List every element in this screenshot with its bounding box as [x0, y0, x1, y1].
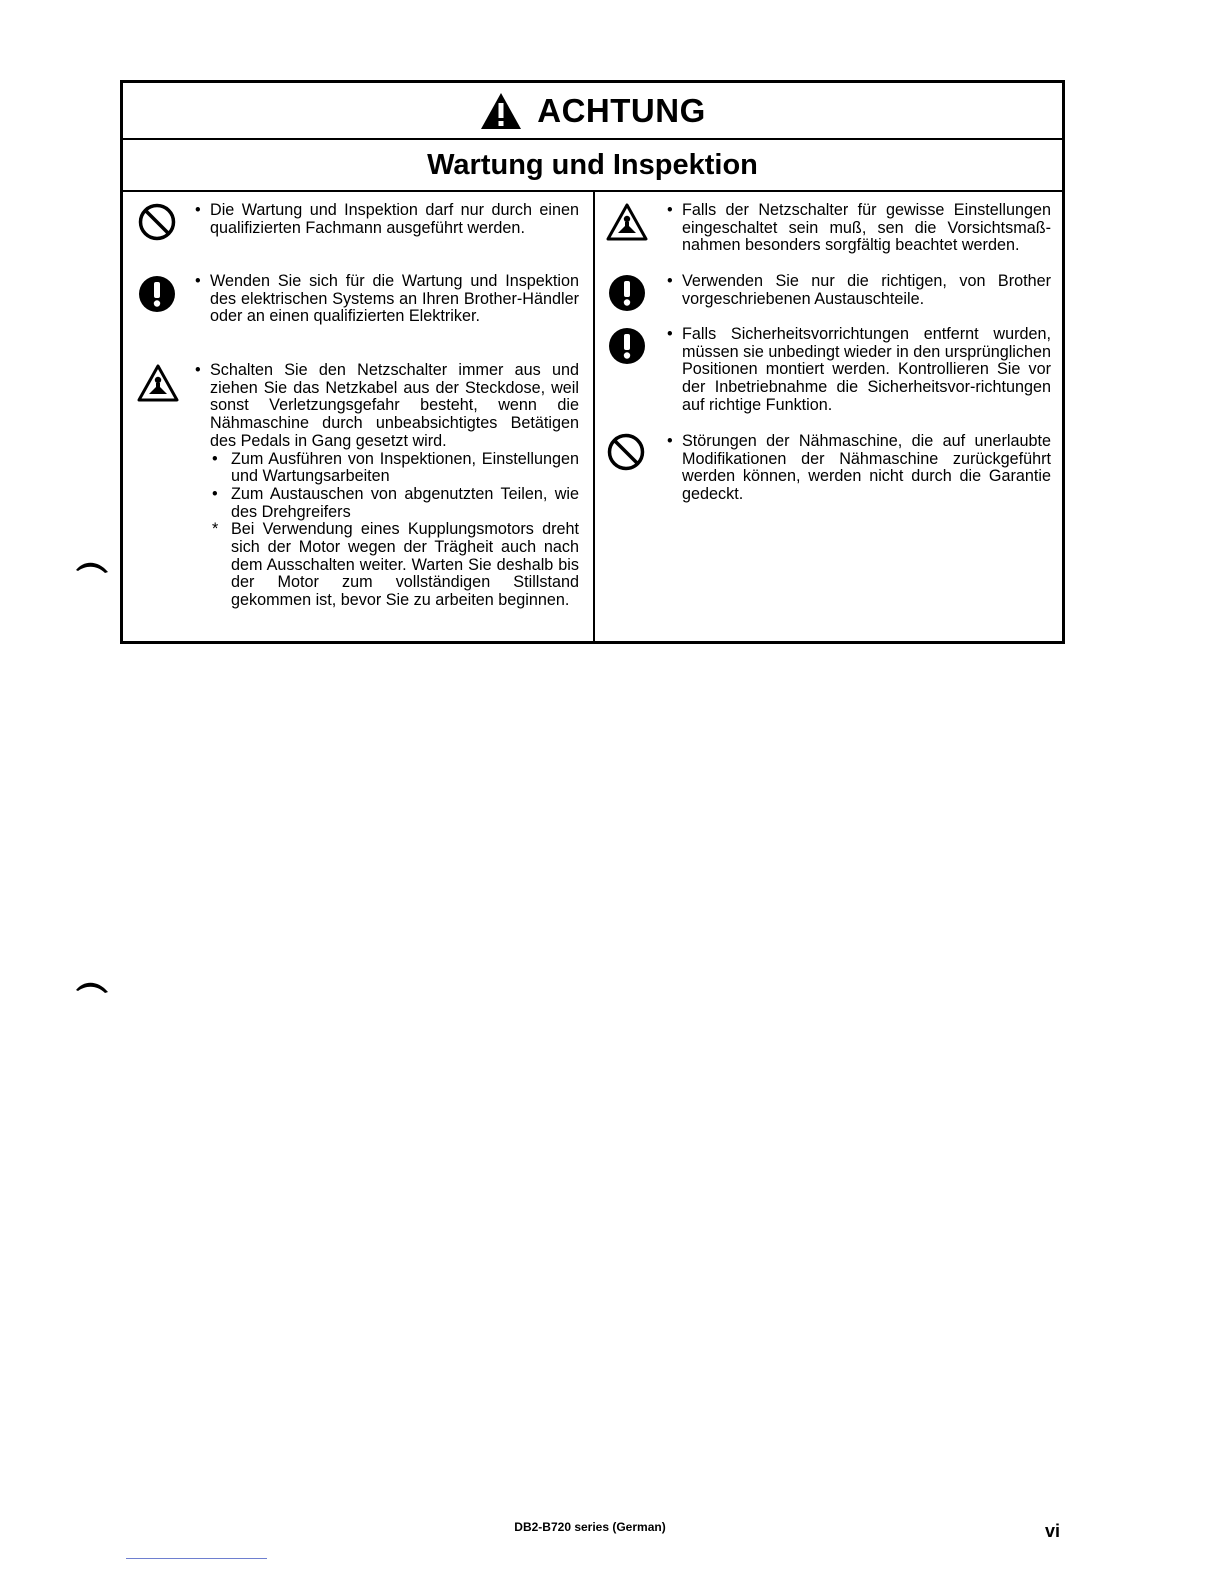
- item-text: Falls Sicherheitsvorrichtungen entfernt wurden, müssen sie unbedingt wieder in den ursprünglichen Positionen montiert werden. Kontrollieren Sie vor der Inbetriebnahme die Sicherheitsvor-richtungen auf richtige Funktion.: [682, 325, 1051, 414]
- hand-injury-warning-icon: [136, 363, 180, 403]
- list-item: • Schalten Sie den Netzschalter immer aus und ziehen Sie das Netzkabel aus der Steckdose, weil sonst Verletzungsgefahr besteht, wenn die Nähmaschine durch unbeabsichtigtes Betätigen des Pedals in Gang gesetzt wird. • Zum Ausführen von Inspektionen, Einstellungen und Wartungsarbeiten • Zum Austauschen von abgenutzten Teilen, wie des Drehgreifers * Bei Verwendung eines Kupplungsmotors dreht sich der Motor wegen der Trägheit auch nach dem Ausschalten weiter. Warten Sie deshalb bis der Motor zum vollständigen Stillstand gekommen ist, bevor Sie zu arbeiten beginnen.: [195, 361, 579, 610]
- right-column: [595, 192, 1062, 641]
- sub-item-text: Zum Austauschen von abgenutzten Teilen, wie des Drehgreifers: [231, 484, 579, 521]
- caution-title: ACHTUNG: [537, 91, 706, 129]
- mandatory-exclamation-icon: [608, 274, 646, 312]
- margin-mark-icon: [74, 976, 110, 996]
- section-header: [123, 140, 1062, 192]
- sub-list-item: • Zum Ausführen von Inspektionen, Einstellungen und Wartungsarbeiten: [212, 449, 579, 486]
- item-text: Die Wartung und Inspektion darf nur durch einen qualifizierten Fachmann ausgeführt werden.: [210, 201, 579, 237]
- item-text: Störungen der Nähmaschine, die auf unerlaubte Modifikationen der Nähmaschine zurückgeführt werden können, werden nicht durch die Garantie gedeckt.: [682, 432, 1051, 504]
- section-title: Wartung und Inspektion: [427, 148, 758, 181]
- left-column: [123, 192, 595, 641]
- margin-mark-icon: [74, 556, 110, 576]
- item-text: Verwenden Sie nur die richtigen, von Brother vorgeschriebenen Austauschteile.: [682, 272, 1051, 308]
- document-id: DB2-B720 series (German): [514, 1520, 666, 1534]
- warning-triangle-icon: [479, 91, 523, 131]
- sub-item-text: Zum Ausführen von Inspektionen, Einstellungen und Wartungsarbeiten: [231, 449, 579, 486]
- prohibition-icon: [137, 202, 177, 242]
- sub-list-item: • Zum Austauschen von abgenutzten Teilen, wie des Drehgreifers: [212, 484, 579, 521]
- list-item: • Falls der Netzschalter für gewisse Einstellungen eingeschaltet sein muß, sen die Vorsichtsmaß-nahmen besonders sorgfältig beachtet werden.: [667, 201, 1051, 255]
- sub-item-text: Bei Verwendung eines Kupplungsmotors dreht sich der Motor wegen der Trägheit auch nach dem Ausschalten weiter. Warten Sie deshalb bis der Motor zum vollständigen Stillstand gekommen ist, bevor Sie zu arbeiten beginnen.: [231, 520, 579, 610]
- mandatory-exclamation-icon: [608, 327, 646, 365]
- list-item: • Störungen der Nähmaschine, die auf unerlaubte Modifikationen der Nähmaschine zurückgeführt werden können, werden nicht durch die Garantie gedeckt.: [667, 432, 1051, 504]
- link-underline: [126, 1558, 267, 1559]
- sub-list-item: * Bei Verwendung eines Kupplungsmotors dreht sich der Motor wegen der Trägheit auch nach dem Ausschalten weiter. Warten Sie deshalb bis der Motor zum vollständigen Stillstand gekommen ist, bevor Sie zu arbeiten beginnen.: [212, 520, 579, 610]
- caution-box: [120, 80, 1065, 644]
- list-item: • Verwenden Sie nur die richtigen, von Brother vorgeschriebenen Austauschteile.: [667, 272, 1051, 308]
- hand-injury-warning-icon: [605, 202, 649, 242]
- item-text: Falls der Netzschalter für gewisse Einstellungen eingeschaltet sein muß, sen die Vorsichtsmaß-nahmen besonders sorgfältig beachtet werden.: [682, 201, 1051, 255]
- prohibition-icon: [606, 432, 646, 472]
- item-text: Wenden Sie sich für die Wartung und Inspektion des elektrischen Systems an Ihren Brother-Händler oder an einen qualifizierten Elektriker.: [210, 272, 579, 326]
- list-item: • Die Wartung und Inspektion darf nur durch einen qualifizierten Fachmann ausgeführt werden.: [195, 201, 579, 237]
- caution-header: [123, 83, 1062, 140]
- list-item: • Wenden Sie sich für die Wartung und Inspektion des elektrischen Systems an Ihren Brother-Händler oder an einen qualifizierten Elektriker.: [195, 272, 579, 326]
- page-number: vi: [1045, 1521, 1061, 1541]
- list-item: • Falls Sicherheitsvorrichtungen entfernt wurden, müssen sie unbedingt wieder in den ursprünglichen Positionen montiert werden. Kontrollieren Sie vor der Inbetriebnahme die Sicherheitsvor-richtungen auf richtige Funktion.: [667, 325, 1051, 414]
- notice-columns: [123, 192, 1062, 641]
- mandatory-exclamation-icon: [138, 275, 176, 313]
- item-text: Schalten Sie den Netzschalter immer aus und ziehen Sie das Netzkabel aus der Steckdose, weil sonst Verletzungsgefahr besteht, wenn die Nähmaschine durch unbeabsichtigtes Betätigen des Pedals in Gang gesetzt wird.: [210, 361, 579, 450]
